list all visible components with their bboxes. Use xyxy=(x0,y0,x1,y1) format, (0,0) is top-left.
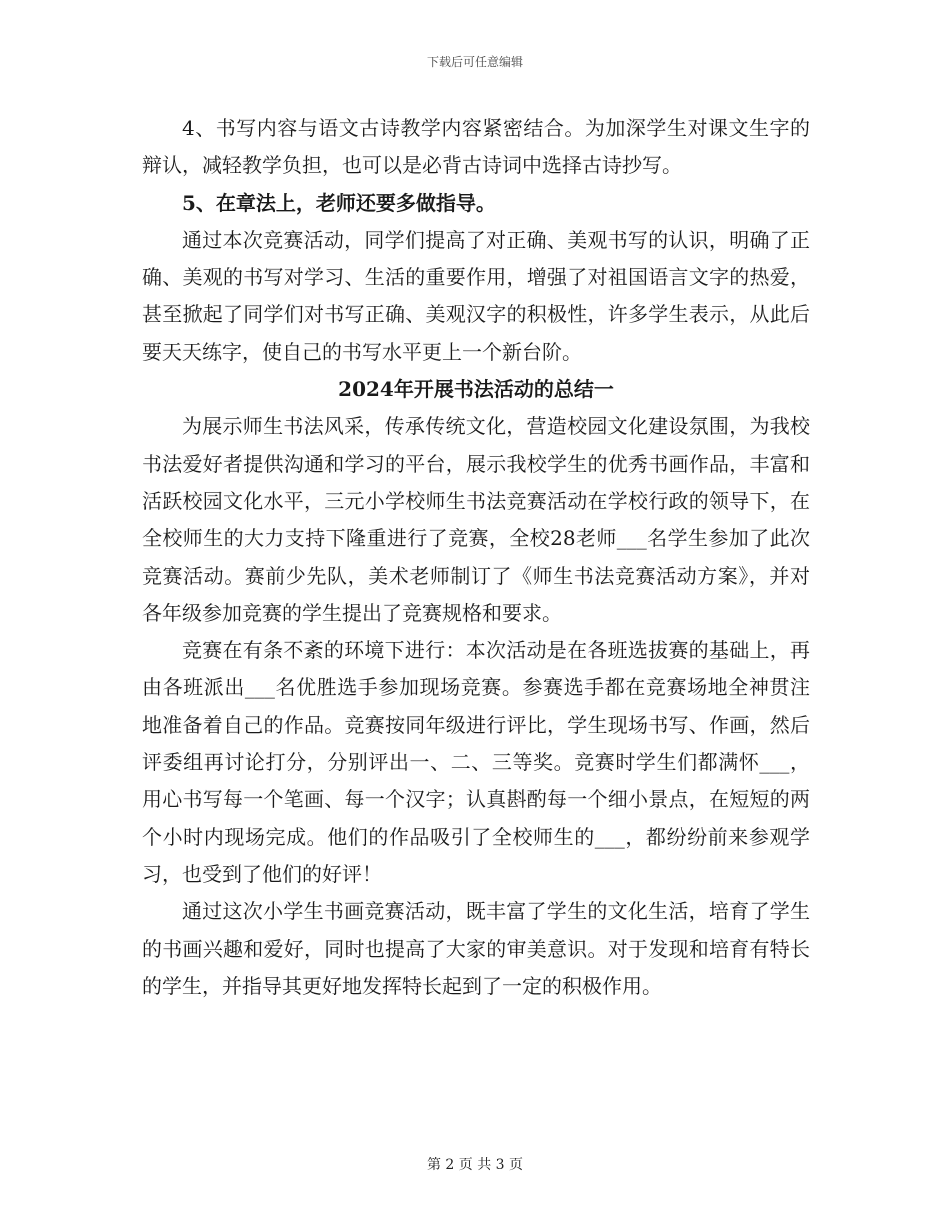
section-title: 2024年开展书法活动的总结一 xyxy=(338,377,614,402)
paragraph-conclusion: 通过这次小学生书画竞赛活动，既丰富了学生的文化生活，培育了学生的书画兴趣和爱好，同时也提高了大家的审美意识。对于发现和培育有特长的学生，并指导其更好地发挥特长起到了一定的积极作用。 xyxy=(142,899,810,998)
paragraph-competition-results: 通过本次竞赛活动，同学们提高了对正确、美观书写的认识，明确了正确、美观的书写对学习、生活的重要作用，增强了对祖国语言文字的热爱，甚至掀起了同学们对书写正确、美观汉字的积极性，许多学生表示，从此后要天天练字，使自己的书写水平更上一个新台阶。 xyxy=(142,227,810,364)
paragraph-writing-content: 4、书写内容与语文古诗教学内容紧密结合。为加深学生对课文生字的辩认，减轻教学负担，也可以是必背古诗词中选择古诗抄写。 xyxy=(142,116,810,178)
page-footer: 第 2 页 共 3 页 xyxy=(426,1157,524,1173)
paragraph-layout-guidance: 5、在章法上，老师还要多做指导。 xyxy=(182,190,496,215)
paragraph-process: 竞赛在有条不紊的环境下进行：本次活动是在各班选拔赛的基础上，再由各班派出___名优胜选手参加现场竞赛。参赛选手都在竞赛场地全神贯注地准备着自己的作品。竞赛按同年级进行评比，学生现场书写、作画，然后评委组再讨论打分，分别评出一、二、三等奖。竞赛时学生们都满怀___，用心书写每一个笔画、每一个汉字；认真斟酌每一个细小景点，在短短的两个小时内现场完成。他们的作品吸引了全校师生的___，都纷纷前来参观学习，也受到了他们的好评！ xyxy=(142,638,810,886)
document-body xyxy=(142,110,810,1005)
paragraph-intro: 为展示师生书法风采，传承传统文化，营造校园文化建设氛围，为我校书法爱好者提供沟通和学习的平台，展示我校学生的优秀书画作品，丰富和活跃校园文化水平，三元小学校师生书法竞赛活动在学校行政的领导下，在全校师生的大力支持下隆重进行了竞赛，全校28老师___名学生参加了此次竞赛活动。赛前少先队，美术老师制订了《师生书法竞赛活动方案》，并对各年级参加竞赛的学生提出了竞赛规格和要求。 xyxy=(142,414,810,625)
page-header: 下载后可任意编辑 xyxy=(426,55,523,69)
